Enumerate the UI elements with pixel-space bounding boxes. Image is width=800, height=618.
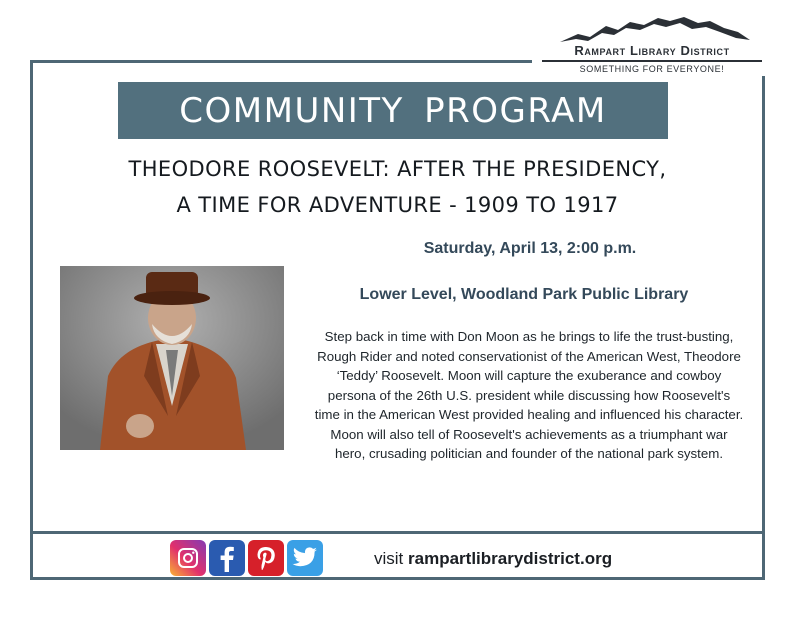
visit-prefix: visit	[374, 549, 404, 568]
banner-label: COMMUNITY PROGRAM	[179, 90, 607, 131]
twitter-glyph	[292, 547, 318, 569]
mountain-range-icon	[560, 14, 750, 44]
instagram-glyph	[176, 546, 200, 570]
social-links	[170, 540, 323, 578]
instagram-icon[interactable]	[170, 540, 206, 576]
logo-rule	[542, 60, 762, 62]
program-title-line-2: A TIME FOR ADVENTURE - 1909 TO 1917	[176, 193, 619, 217]
twitter-icon[interactable]	[287, 540, 323, 576]
website-url[interactable]: rampartlibrarydistrict.org	[408, 549, 613, 568]
presenter-photo-image	[60, 266, 284, 450]
program-banner	[118, 82, 668, 139]
event-location: Lower Level, Woodland Park Public Library	[359, 286, 689, 303]
facebook-icon[interactable]	[209, 540, 245, 576]
facebook-glyph	[215, 544, 239, 572]
presenter-photo	[60, 266, 284, 450]
pinterest-glyph	[254, 545, 278, 571]
program-title-line-1: THEODORE ROOSEVELT: AFTER THE PRESIDENCY,	[128, 157, 667, 181]
event-description: Step back in time with Don Moon as he brings to life the trust-busting, Rough Rider and noted conservationist of the American West, Theodore ‘Teddy’ Roosevelt. Moon will capture the exuberance and cowboy persona of the 26th U.S. president while discussing how Roosevelt's time in the American West provided healing and influenced his character. Moon will also tell of Roosevelt's achievements as a triumphant war hero, crusading politician and founder of the national park system.	[314, 329, 744, 461]
library-tagline: SOMETHING FOR EVERYONE!	[579, 64, 725, 74]
event-date: Saturday, April 13, 2:00 p.m.	[423, 240, 637, 257]
pinterest-icon[interactable]	[248, 540, 284, 576]
footer-divider	[30, 531, 765, 534]
library-name: Rampart Library District	[574, 43, 730, 58]
website-link[interactable]	[374, 549, 612, 569]
library-logo	[532, 10, 772, 76]
